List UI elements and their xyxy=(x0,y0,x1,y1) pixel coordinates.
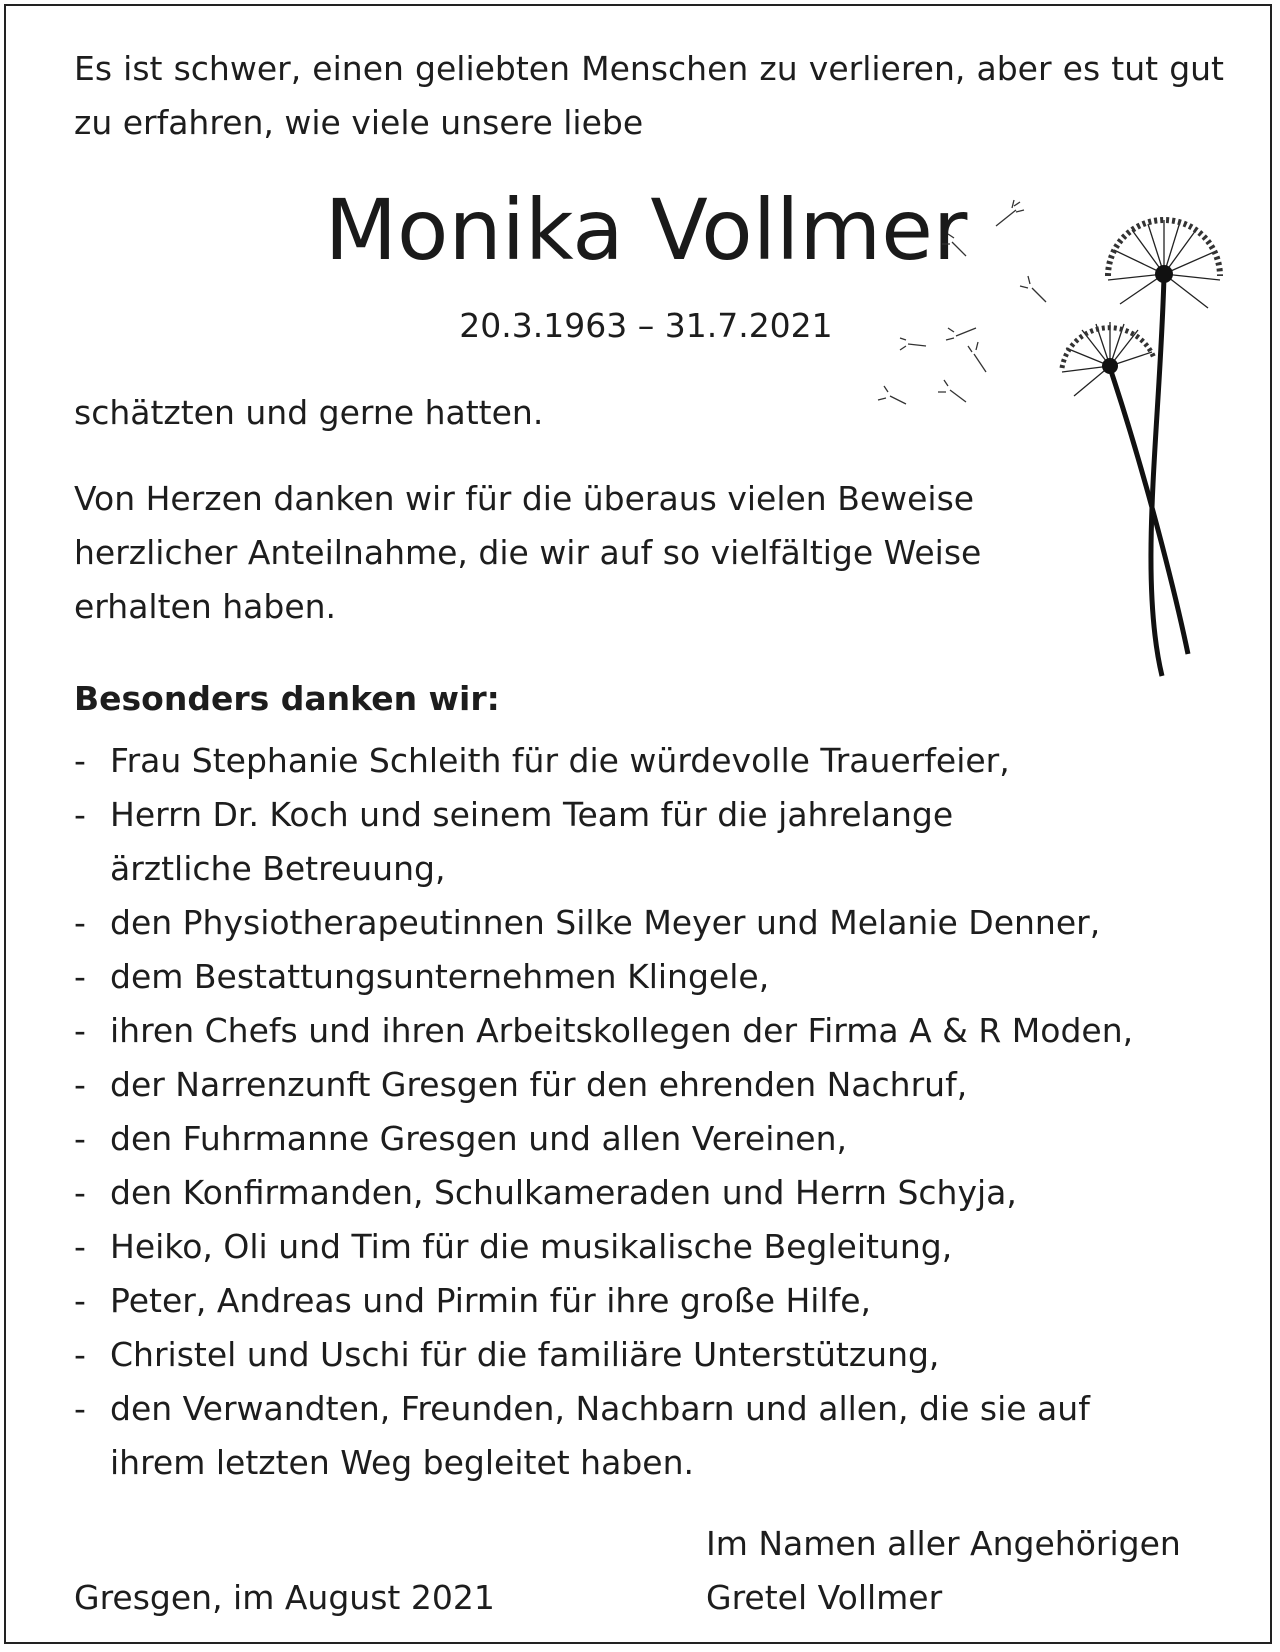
deceased-name: Monika Vollmer xyxy=(324,181,968,279)
list-item xyxy=(74,1166,1254,1220)
signature xyxy=(706,1517,1181,1625)
list-item-text: Peter, Andreas und Pirmin für ihre große Hilfe, xyxy=(110,1281,872,1320)
place-date: Gresgen, im August 2021 xyxy=(74,1578,495,1617)
thanks-heading: Besonders danken wir: xyxy=(74,679,500,718)
list-item xyxy=(74,950,1254,1004)
life-dates: 20.3.1963 – 31.7.2021 xyxy=(459,306,833,345)
list-item-text: den Physiotherapeutinnen Silke Meyer und Melanie Denner, xyxy=(110,903,1101,942)
list-item xyxy=(74,734,1254,788)
list-dash: - xyxy=(74,795,86,834)
list-dash: - xyxy=(74,957,86,996)
list-dash: - xyxy=(74,1335,86,1374)
list-item xyxy=(74,896,1254,950)
list-item-text: der Narrenzunft Gresgen für den ehrenden Nachruf, xyxy=(110,1065,968,1104)
intro-text: Es ist schwer, einen geliebten Menschen zu verlieren, aber es tut gut zu erfahren, wie viele unsere liebe xyxy=(74,49,1224,142)
list-item-text: den Verwandten, Freunden, Nachbarn und allen, die sie auf ihrem letzten Weg begleitet haben. xyxy=(110,1389,1090,1482)
thanks-paragraph: Von Herzen danken wir für die überaus vielen Beweise herzlicher Anteilnahme, die wir auf so vielfältige Weise erhalten haben. xyxy=(74,479,982,626)
list-dash: - xyxy=(74,1011,86,1050)
list-item xyxy=(74,1058,1254,1112)
list-item-text: ihren Chefs und ihren Arbeitskollegen der Firma A & R Moden, xyxy=(110,1011,1134,1050)
list-dash: - xyxy=(74,1281,86,1320)
obituary-card xyxy=(4,4,1272,1644)
list-item-text: dem Bestattungsunternehmen Klingele, xyxy=(110,957,770,996)
list-dash: - xyxy=(74,903,86,942)
list-dash: - xyxy=(74,741,86,780)
list-dash: - xyxy=(74,1065,86,1104)
list-item-text: den Konfirmanden, Schulkameraden und Herrn Schyja, xyxy=(110,1173,1017,1212)
list-dash: - xyxy=(74,1173,86,1212)
list-item xyxy=(74,788,1010,896)
signature-name: Gretel Vollmer xyxy=(706,1578,943,1617)
list-item xyxy=(74,1112,1254,1166)
list-item-text: Christel und Uschi für die familiäre Unterstützung, xyxy=(110,1335,940,1374)
list-dash: - xyxy=(74,1119,86,1158)
list-dash: - xyxy=(74,1389,86,1428)
thanks-list xyxy=(74,734,1254,1490)
intro-continuation: schätzten und gerne hatten. xyxy=(74,393,544,432)
list-item xyxy=(74,1274,1254,1328)
list-item-text: Heiko, Oli und Tim für die musikalische Begleitung, xyxy=(110,1227,953,1266)
list-item-text: Frau Stephanie Schleith für die würdevolle Trauerfeier, xyxy=(110,741,1010,780)
list-item xyxy=(74,1220,1254,1274)
list-item-text: Herrn Dr. Koch und seinem Team für die jahrelange ärztliche Betreuung, xyxy=(110,795,954,888)
dandelion-icon xyxy=(846,176,1246,716)
signature-line: Im Namen aller Angehörigen xyxy=(706,1524,1181,1563)
list-dash: - xyxy=(74,1227,86,1266)
list-item-text: den Fuhrmanne Gresgen und allen Vereinen, xyxy=(110,1119,847,1158)
list-item xyxy=(74,1382,1190,1490)
list-item xyxy=(74,1004,1254,1058)
list-item xyxy=(74,1328,1254,1382)
